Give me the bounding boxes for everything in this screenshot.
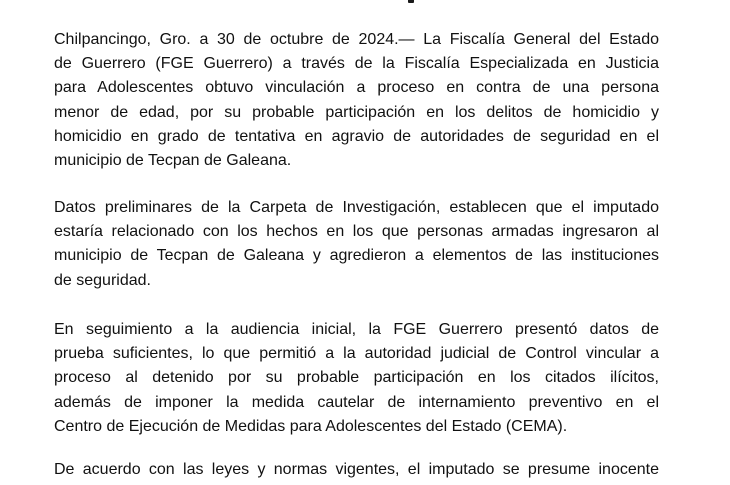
text-line: municipio de Tecpan de Galeana y agredieron a elementos de las instituciones — [54, 247, 659, 265]
text-line: municipio de Tecpan de Galeana. — [54, 152, 292, 170]
text-line: proceso al detenido por su probable participación en los citados ilícitos, — [54, 369, 659, 387]
paragraph-vinculacion — [54, 28, 659, 173]
text-line: para Adolescentes obtuvo vinculación a proceso en contra de una persona — [54, 79, 659, 97]
text-line: Chilpancingo, Gro. a 30 de octubre de 2024.— La Fiscalía General del Estado — [54, 31, 659, 48]
paragraph-datos-preliminares — [54, 196, 659, 293]
text-line: de Guerrero (FGE Guerrero) a través de la Fiscalía Especializada en Justicia — [54, 55, 659, 73]
text-line: prueba suficientes, lo que permitió a la autoridad judicial de Control vincular a — [54, 345, 659, 363]
text-line: además de imponer la medida cautelar de internamiento preventivo en el — [54, 393, 659, 411]
text-line: Datos preliminares de la Carpeta de Investigación, establecen que el imputado — [54, 199, 659, 216]
text-line: menor de edad, por su probable participación en los delitos de homicidio y — [54, 103, 659, 121]
text-line: estaría relacionado con los hechos en los que personas armadas ingresaron al — [54, 223, 659, 241]
text-line: Centro de Ejecución de Medidas para Adolescentes del Estado (CEMA). — [54, 417, 568, 435]
text-line: de seguridad. — [54, 271, 151, 289]
text-line: En seguimiento a la audiencia inicial, la FGE Guerrero presentó datos de — [54, 321, 659, 338]
paragraph-audiencia-inicial — [54, 318, 659, 439]
text-line: De acuerdo con las leyes y normas vigentes, el imputado se presume inocente — [54, 461, 659, 478]
top-edge-glyph-fragment — [408, 0, 414, 3]
text-line: homicidio en grado de tentativa en agravio de autoridades de seguridad en el — [54, 127, 659, 145]
paragraph-presuncion-inocencia — [54, 458, 659, 482]
